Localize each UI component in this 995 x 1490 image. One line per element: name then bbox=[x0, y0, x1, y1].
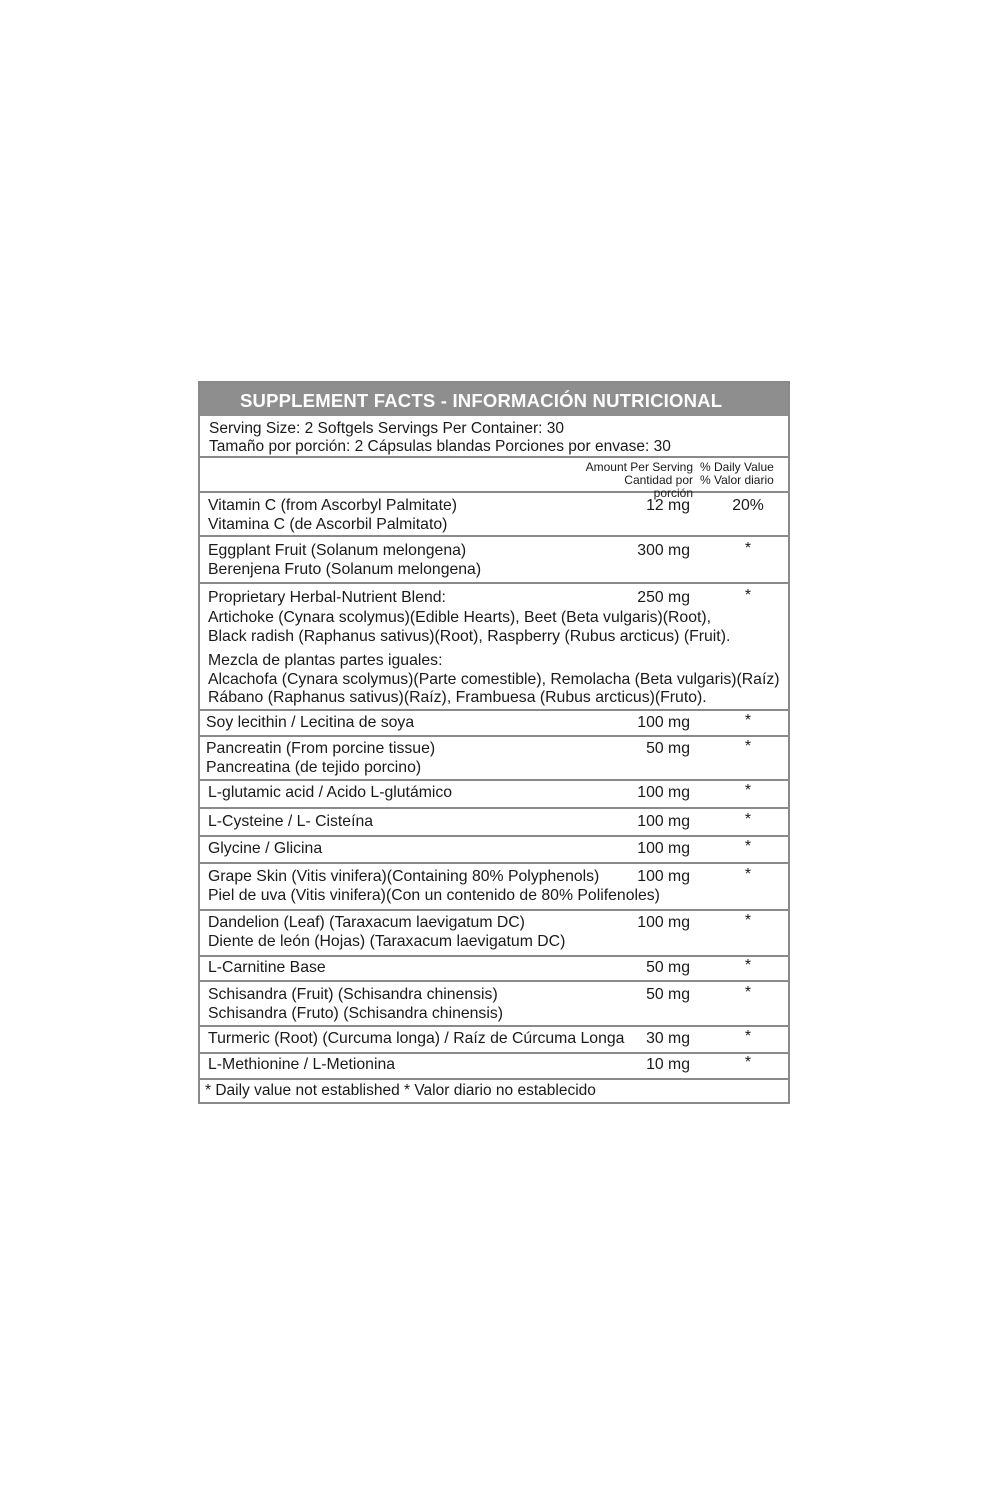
nutrient-name-en: Vitamin C (from Ascorbyl Palmitate) bbox=[208, 497, 458, 514]
nutrient-name bbox=[208, 840, 322, 859]
nutrient-row bbox=[200, 982, 788, 1027]
nutrient-name bbox=[208, 497, 457, 534]
nutrient-row bbox=[200, 737, 788, 781]
nutrient-name bbox=[208, 784, 452, 803]
nutrient-name-en: Pancreatin (From porcine tissue) bbox=[206, 740, 436, 757]
nutrient-row bbox=[200, 711, 788, 737]
nutrient-name-en: L-Methionine / L-Metionina bbox=[208, 1056, 396, 1073]
amount-header-es: Cantidad por porción bbox=[624, 473, 693, 500]
nutrient-row bbox=[200, 493, 788, 537]
daily-value-header-es: % Valor diario bbox=[700, 473, 774, 487]
nutrient-name-en: Eggplant Fruit (Solanum melongena) bbox=[208, 542, 467, 559]
nutrient-row bbox=[200, 1054, 788, 1080]
nutrient-name-en: Schisandra (Fruit) (Schisandra chinensis) bbox=[208, 986, 498, 1003]
nutrient-daily-value: * bbox=[744, 838, 752, 855]
blend-ingredients-line: Mezcla de plantas partes iguales: bbox=[208, 652, 443, 669]
nutrient-row bbox=[200, 911, 788, 957]
nutrient-daily-value: * bbox=[744, 738, 752, 755]
nutrient-row bbox=[200, 864, 788, 911]
nutrient-daily-value: * bbox=[744, 957, 752, 974]
nutrient-name-en: Glycine / Glicina bbox=[208, 840, 323, 857]
blend-ingredients-line: Rábano (Raphanus sativus)(Raíz), Frambuesa (Rubus arcticus)(Fruto). bbox=[208, 689, 707, 706]
nutrient-name bbox=[208, 959, 326, 978]
nutrient-name-en: Grape Skin (Vitis vinifera)(Containing 80% Polyphenols) bbox=[208, 868, 600, 885]
nutrient-name bbox=[208, 542, 481, 579]
panel-title: SUPPLEMENT FACTS - INFORMACIÓN NUTRICIONAL bbox=[200, 383, 788, 416]
serving-info bbox=[200, 416, 788, 458]
nutrient-name bbox=[208, 986, 503, 1023]
nutrient-name-es: Piel de uva (Vitis vinifera)(Con un contenido de 80% Polifenoles) bbox=[208, 886, 660, 904]
nutrient-daily-value: * bbox=[744, 1054, 752, 1071]
nutrient-daily-value: * bbox=[744, 811, 752, 828]
nutrient-name bbox=[208, 914, 565, 951]
nutrient-amount: 100 mg bbox=[637, 868, 690, 885]
nutrient-amount: 100 mg bbox=[637, 813, 690, 830]
nutrient-daily-value: * bbox=[744, 1028, 752, 1045]
nutrient-daily-value: * bbox=[744, 782, 752, 799]
nutrient-name-en: L-Carnitine Base bbox=[208, 959, 326, 976]
nutrient-name-en: Dandelion (Leaf) (Taraxacum laevigatum DC) bbox=[208, 914, 525, 931]
nutrient-name-es: Schisandra (Fruto) (Schisandra chinensis) bbox=[208, 1004, 503, 1022]
nutrient-name bbox=[206, 714, 414, 733]
nutrient-name-es: Vitamina C (de Ascorbil Palmitato) bbox=[208, 515, 448, 533]
blend-ingredients-line: Artichoke (Cynara scolymus)(Edible Hearts), Beet (Beta vulgaris)(Root), bbox=[208, 609, 712, 626]
nutrient-amount: 100 mg bbox=[637, 840, 690, 857]
nutrient-name bbox=[206, 740, 435, 777]
daily-value-header bbox=[700, 461, 780, 487]
blend-amount: 250 mg bbox=[637, 589, 690, 606]
amount-header-en: Amount Per Serving bbox=[585, 460, 693, 474]
nutrient-amount: 10 mg bbox=[646, 1056, 690, 1073]
nutrient-daily-value: * bbox=[744, 540, 752, 557]
blend-ingredients-line: Black radish (Raphanus sativus)(Root), Raspberry (Rubus arcticus) (Fruit). bbox=[208, 627, 731, 645]
nutrient-daily-value: * bbox=[744, 866, 752, 883]
nutrient-amount: 12 mg bbox=[646, 497, 690, 514]
blend-title: Proprietary Herbal-Nutrient Blend: bbox=[208, 589, 446, 606]
blend-daily-value: * bbox=[744, 587, 752, 604]
nutrient-name-en: Soy lecithin / Lecitina de soya bbox=[206, 714, 415, 731]
nutrient-name bbox=[208, 813, 373, 832]
nutrient-name-es: Pancreatina (de tejido porcino) bbox=[206, 758, 422, 776]
blend-row bbox=[200, 584, 788, 711]
serving-line-en: Serving Size: 2 Softgels Servings Per Container: 30 bbox=[209, 420, 564, 437]
nutrient-daily-value: 20% bbox=[732, 497, 764, 514]
nutrient-name bbox=[208, 868, 660, 905]
nutrient-amount: 100 mg bbox=[637, 914, 690, 931]
supplement-facts-panel bbox=[198, 381, 790, 1104]
nutrient-name-en: L-glutamic acid / Acido L-glutámico bbox=[208, 784, 453, 801]
nutrient-amount: 300 mg bbox=[637, 542, 690, 559]
nutrient-name-en: Turmeric (Root) (Curcuma longa) / Raíz de Cúrcuma Longa bbox=[208, 1030, 625, 1047]
nutrient-amount: 100 mg bbox=[637, 714, 690, 731]
nutrient-row bbox=[200, 537, 788, 584]
nutrient-daily-value: * bbox=[744, 712, 752, 729]
nutrient-name-es: Berenjena Fruto (Solanum melongena) bbox=[208, 560, 482, 578]
nutrient-amount: 100 mg bbox=[637, 784, 690, 801]
nutrient-row bbox=[200, 809, 788, 837]
daily-value-header-en: % Daily Value bbox=[700, 460, 774, 474]
nutrient-row bbox=[200, 1027, 788, 1054]
nutrient-daily-value: * bbox=[744, 912, 752, 929]
nutrient-row bbox=[200, 957, 788, 982]
nutrient-name-en: L-Cysteine / L- Cisteína bbox=[208, 813, 374, 830]
nutrient-amount: 30 mg bbox=[646, 1030, 690, 1047]
nutrient-name-es: Diente de león (Hojas) (Taraxacum laevigatum DC) bbox=[208, 932, 566, 950]
nutrient-amount: 50 mg bbox=[646, 740, 690, 757]
column-headers bbox=[200, 458, 788, 500]
nutrient-daily-value: * bbox=[744, 984, 752, 1001]
nutrient-amount: 50 mg bbox=[646, 986, 690, 1003]
nutrient-amount: 50 mg bbox=[646, 959, 690, 976]
blend-name bbox=[208, 589, 446, 608]
blend-ingredients bbox=[208, 609, 780, 708]
nutrient-row bbox=[200, 781, 788, 809]
blend-ingredients-line: Alcachofa (Cynara scolymus)(Parte comestible), Remolacha (Beta vulgaris)(Raíz) bbox=[208, 670, 780, 688]
footnote: * Daily value not established * Valor diario no establecido bbox=[205, 1082, 596, 1099]
nutrient-row bbox=[200, 837, 788, 864]
serving-line-es: Tamaño por porción: 2 Cápsulas blandas Porciones por envase: 30 bbox=[209, 438, 671, 455]
nutrient-name bbox=[208, 1030, 624, 1049]
nutrient-name bbox=[208, 1056, 395, 1075]
